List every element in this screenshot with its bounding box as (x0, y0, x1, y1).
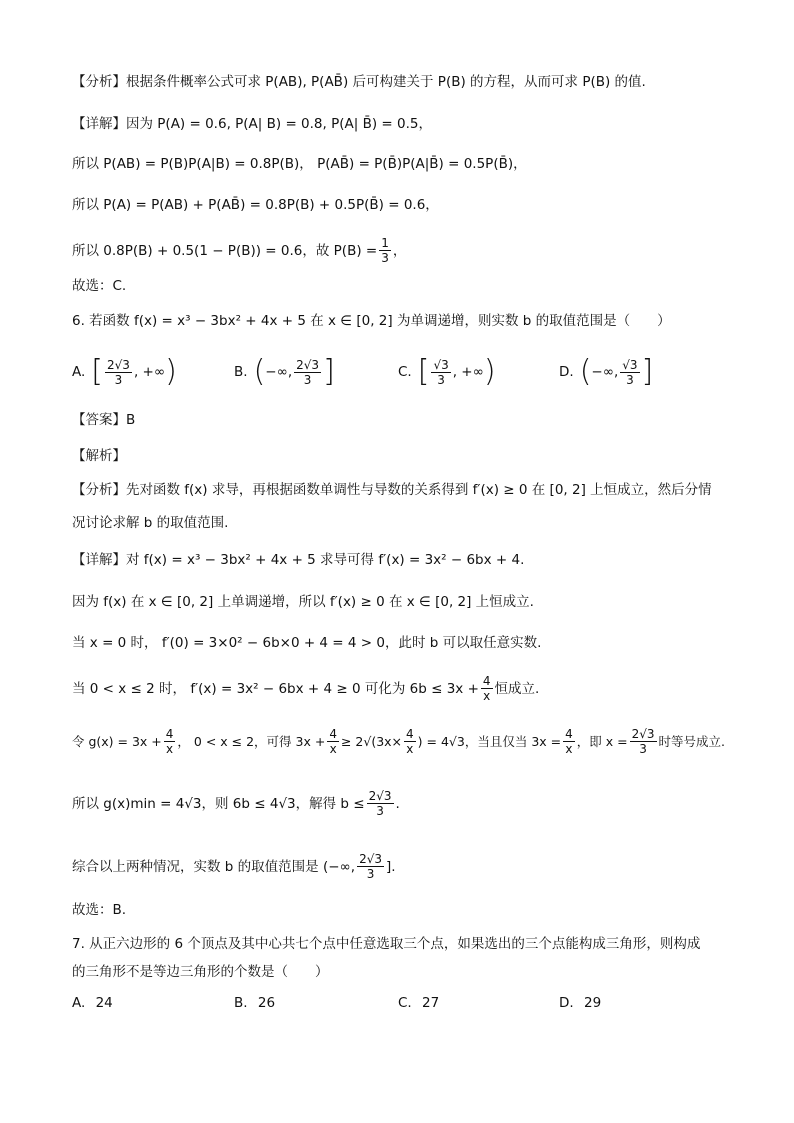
numerator: √3 (433, 357, 449, 372)
question-text: 6. 若函数 f(x) = x³ − 3bx² + 4x + 5 在 x ∈ [0, 2] 为单调递增，则实数 b 的取值范围是（ ） (72, 313, 671, 329)
option-letter: C. (398, 364, 412, 380)
option-letter: A. (72, 995, 86, 1011)
text: 所以 P(A) = P(AB) + P(AB̄) = 0.8P(B) + 0.5P(B̄) = 0.6， (72, 197, 439, 213)
detail-line (72, 592, 732, 612)
derivation-line (72, 195, 732, 215)
text: 当 0 < x ≤ 2 时， f′(x) = 3x² − 6bx + 4 ≥ 0 可化为 6b ≤ 3x + (72, 680, 479, 697)
answer-choice-line (72, 900, 732, 920)
q6-option-c (398, 350, 496, 394)
option-tail: , +∞ (452, 364, 484, 380)
bracket-right: ] (641, 354, 654, 389)
detail-line (72, 789, 732, 818)
denominator: 3 (376, 804, 384, 818)
text: 【详解】对 f(x) = x³ − 3bx² + 4x + 5 求导可得 f′(x) = 3x² − 6bx + 4. (72, 552, 525, 568)
numerator: 2√3 (631, 727, 655, 741)
analysis-line (72, 72, 732, 92)
q7-option-a (72, 993, 113, 1013)
option-letter: B. (234, 995, 248, 1011)
denominator: 3 (366, 867, 375, 881)
text: 【详解】因为 P(A) = 0.6, P(A| B) = 0.8, P(A| B̄) = 0.5， (72, 116, 432, 132)
text: 故选：C. (72, 278, 127, 294)
denominator: 3 (381, 251, 389, 265)
detail-line (72, 114, 732, 134)
text: ) = 4√3，当且仅当 3x = (417, 733, 562, 749)
bracket-right: ) (165, 354, 177, 389)
text: 恒成立. (494, 680, 540, 697)
detail-line (72, 633, 732, 653)
bracket-left: ( (253, 354, 266, 389)
q7-option-d (559, 993, 601, 1013)
text: 令 g(x) = 3x + (72, 733, 162, 749)
fraction (367, 789, 394, 818)
detail-line (72, 550, 732, 570)
fraction (481, 674, 493, 703)
q7-option-c (398, 993, 439, 1013)
fraction (563, 727, 575, 756)
text: 因为 f(x) 在 x ∈ [0, 2] 上单调递增，所以 f′(x) ≥ 0 在 x ∈ [0, 2] 上恒成立. (72, 594, 534, 610)
bracket-right: ] (323, 354, 335, 389)
bracket-right: ) (483, 354, 496, 389)
option-letter: D. (559, 995, 574, 1011)
text: 所以 g(x)min = 4√3，则 6b ≤ 4√3，解得 b ≤ (72, 795, 365, 812)
derivation-line (72, 236, 732, 265)
q7-option-b (234, 993, 275, 1013)
bracket-left: [ (91, 354, 104, 389)
analysis-line (72, 480, 732, 500)
bracket-left: [ (417, 354, 430, 389)
text: ，即 x = (576, 733, 628, 749)
denominator: x (483, 689, 491, 703)
question-7-cont (72, 962, 732, 982)
option-value: 29 (583, 995, 602, 1011)
denominator: 3 (626, 372, 634, 387)
numerator: 4 (565, 727, 573, 741)
text: 故选：B. (72, 902, 127, 918)
q6-option-d (559, 350, 653, 394)
text: 况讨论求解 b 的取值范围. (72, 515, 229, 531)
fraction (404, 727, 416, 756)
text: 当 x = 0 时， f′(0) = 3×0² − 6b×0 + 4 = 4 > 0，此时 b 可以取任意实数. (72, 635, 542, 651)
option-head: −∞, (591, 364, 619, 380)
text: 所以 0.8P(B) + 0.5(1 − P(B)) = 0.6，故 P(B) = (72, 242, 378, 259)
detail-line (72, 852, 732, 881)
question-text: 的三角形不是等边三角形的个数是（ ） (72, 964, 329, 980)
bracket-left: ( (579, 354, 592, 389)
option-tail: , +∞ (133, 364, 166, 380)
answer-choice-line (72, 276, 732, 296)
q7-options (72, 993, 732, 1013)
option-letter: B. (234, 364, 248, 380)
text: 综合以上两种情况，实数 b 的取值范围是 (−∞, (72, 858, 356, 875)
q6-options (72, 350, 732, 394)
denominator: 3 (437, 372, 445, 387)
denominator: 3 (114, 372, 123, 387)
option-head: −∞, (265, 364, 293, 380)
derivation-line (72, 154, 732, 174)
text: 【解析】 (72, 448, 126, 464)
numerator: 2√3 (359, 852, 382, 866)
option-value: 26 (257, 995, 276, 1011)
numerator: 4 (406, 727, 414, 741)
text: ]. (385, 858, 396, 875)
denominator: 3 (639, 742, 647, 756)
denominator: 3 (303, 372, 312, 387)
text: 【分析】先对函数 f(x) 求导，再根据函数单调性与导数的关系得到 f′(x) ≥ 0 在 [0, 2] 上恒成立，然后分情 (72, 482, 712, 498)
option-value: 24 (95, 995, 113, 1011)
question-6 (72, 311, 732, 331)
detail-line (72, 727, 732, 756)
text: 时等号成立. (658, 733, 725, 749)
option-letter: D. (559, 364, 574, 380)
option-letter: C. (398, 995, 412, 1011)
answer-label (72, 410, 732, 430)
analysis-line (72, 513, 732, 533)
numerator: √3 (622, 357, 638, 372)
numerator: 4 (482, 674, 491, 688)
question-7 (72, 934, 732, 954)
denominator: x (406, 742, 414, 756)
text: . (395, 795, 400, 812)
text: ≥ 2√(3x× (340, 733, 403, 749)
numerator: 4 (329, 727, 337, 741)
fraction (294, 358, 321, 387)
text: 【答案】B (72, 412, 136, 428)
denominator: x (565, 742, 573, 756)
fraction (620, 358, 639, 387)
q6-option-a (72, 350, 177, 394)
text: 【分析】根据条件概率公式可求 P(AB), P(AB̄) 后可构建关于 P(B) 的方程，从而可求 P(B) 的值. (72, 74, 646, 90)
fraction (379, 236, 391, 265)
fraction (357, 852, 384, 881)
text: ， (392, 242, 407, 259)
text: 所以 P(AB) = P(B)P(A|B) = 0.8P(B)， P(AB̄) = P(B̄)P(A|B̄) = 0.5P(B̄)， (72, 156, 527, 172)
question-text: 7. 从正六边形的 6 个顶点及其中心共七个点中任意选取三个点，如果选出的三个点能构成三角形，则构成 (72, 936, 701, 952)
fraction (164, 727, 176, 756)
q6-option-b (234, 350, 335, 394)
detail-line (72, 674, 732, 703)
fraction (327, 727, 339, 756)
denominator: x (166, 742, 174, 756)
fraction (105, 358, 132, 387)
numerator: 1 (381, 236, 389, 250)
denominator: x (329, 742, 337, 756)
solution-label (72, 446, 732, 466)
numerator: 2√3 (296, 357, 320, 372)
numerator: 4 (165, 727, 174, 741)
numerator: 2√3 (368, 789, 392, 803)
option-letter: A. (72, 364, 86, 380)
text: ， 0 < x ≤ 2，可得 3x + (177, 733, 326, 749)
option-value: 27 (422, 995, 440, 1011)
fraction (630, 727, 657, 756)
numerator: 2√3 (107, 357, 130, 372)
fraction (431, 358, 450, 387)
